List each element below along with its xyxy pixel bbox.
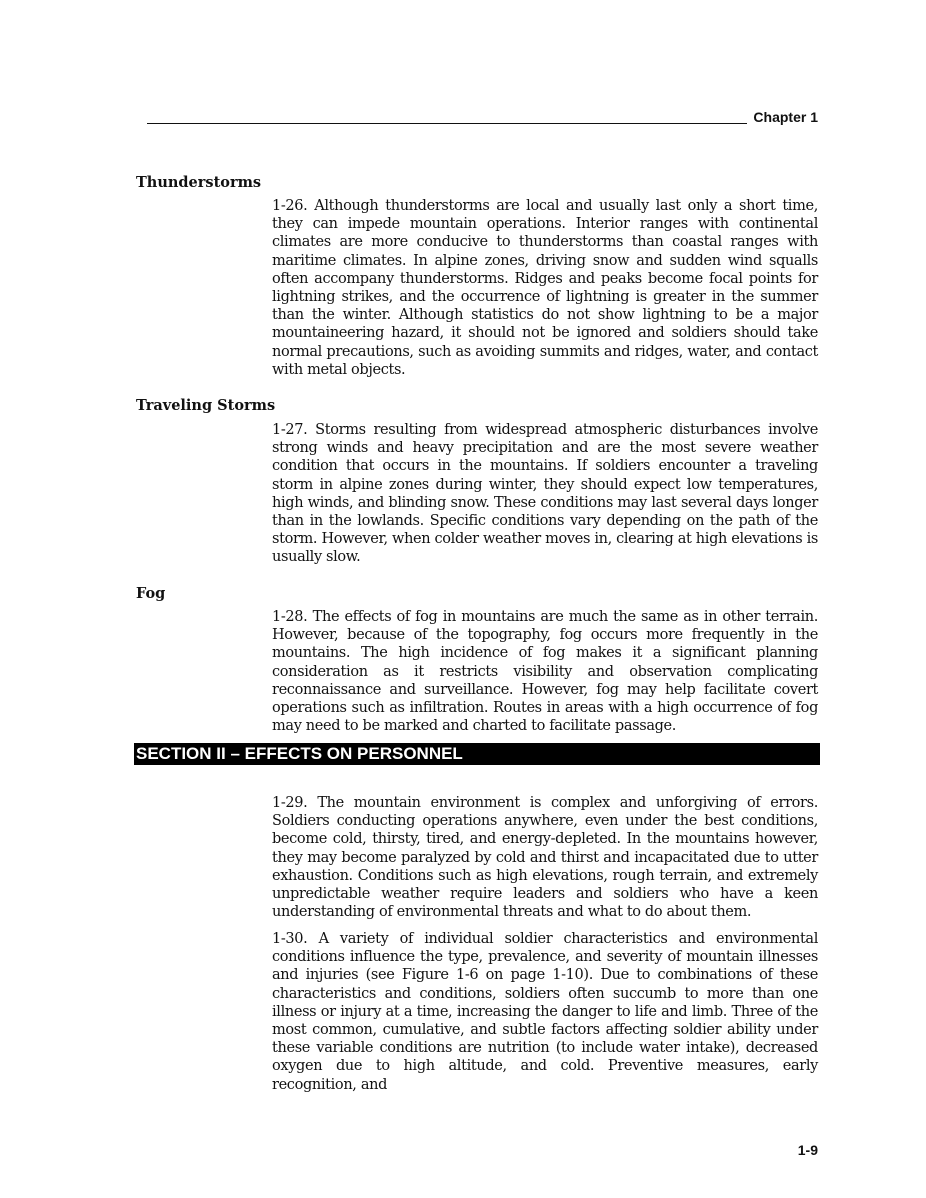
paragraph-1-29: 1-29. The mountain environment is complex and unforgiving of errors. Soldiers conducting operations anywhere, even under the best conditions, become cold, thirsty, tired, and energy-depleted. In the mountains however, they may become paralyzed by cold and thirst and incapacitated due to utter exhaustion. Conditions such as high elevations, rough terrain, and extremely unpredictable weather require leaders and soldiers who have a keen understanding of environmental threats and what to do about them. xyxy=(272,795,818,921)
heading-fog: Fog xyxy=(136,585,166,602)
paragraph-1-27: 1-27. Storms resulting from widespread atmospheric disturbances involve strong winds and heavy precipitation and are the most severe weather condition that occurs in the mountains. If soldiers encounter a traveling storm in alpine zones during winter, they should expect low temperatures, high winds, and blinding snow. These conditions may last several days longer than in the lowlands. Specific conditions vary depending on the path of the storm. However, when colder weather moves in, clearing at high elevations is usually slow. xyxy=(272,422,818,566)
paragraph-1-30: 1-30. A variety of individual soldier characteristics and environmental conditions influence the type, prevalence, and severity of mountain illnesses and injuries (see Figure 1-6 on page 1-10). Due to combinations of these characteristics and conditions, soldiers often succumb to more than one illness or injury at a time, increasing the danger to life and limb. Three of the most common, cumulative, and subtle factors affecting soldier ability under these variable conditions are nutrition (to include water intake), decreased oxygen due to high altitude, and cold. Preventive measures, early recognition, and xyxy=(272,931,818,1093)
page-number: 1-9 xyxy=(797,1142,818,1158)
section-title-bar: SECTION II – EFFECTS ON PERSONNEL xyxy=(134,743,820,765)
chapter-label: Chapter 1 xyxy=(753,109,818,125)
paragraph-1-26: 1-26. Although thunderstorms are local and usually last only a short time, they can impede mountain operations. Interior ranges with continental climates are more conducive to thunderstorms than coastal ranges with maritime climates. In alpine zones, driving snow and sudden wind squalls often accompany thunderstorms. Ridges and peaks become focal points for lightning strikes, and the occurrence of lightning is greater in the summer than the winter. Although statistics do not show lightning to be a major mountaineering hazard, it should not be ignored and soldiers should take normal precautions, such as avoiding summits and ridges, water, and contact with metal objects. xyxy=(272,198,818,378)
paragraph-1-28: 1-28. The effects of fog in mountains are much the same as in other terrain. However, because of the topography, fog occurs more frequently in the mountains. The high incidence of fog makes it a significant planning consideration as it restricts visibility and observation complicating reconnaissance and surveillance. However, fog may help facilitate covert operations such as infiltration. Routes in areas with a high occurrence of fog may need to be marked and charted to facilitate passage. xyxy=(272,609,818,735)
heading-thunderstorms: Thunderstorms xyxy=(136,174,262,191)
heading-traveling-storms: Traveling Storms xyxy=(136,397,276,414)
header-rule xyxy=(147,123,747,124)
